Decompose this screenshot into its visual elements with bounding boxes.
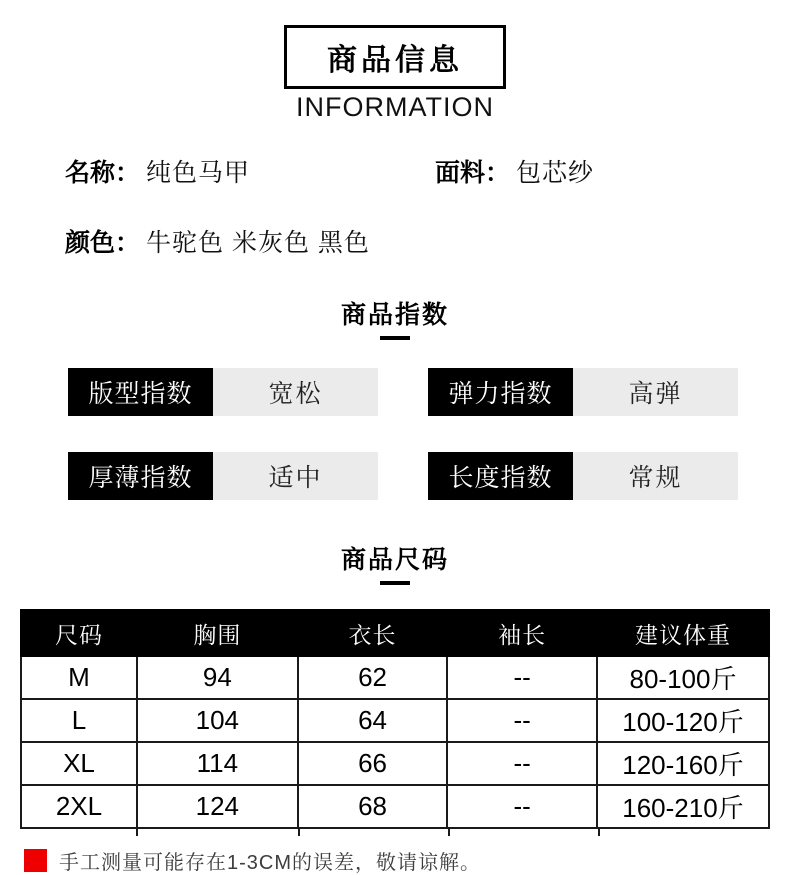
table-row [21,656,769,699]
cell-length: 68 [298,785,448,828]
cell-bust: 124 [137,785,298,828]
product-attributes [65,153,790,259]
cell-sleeve: -- [447,742,597,785]
cell-sleeve: -- [447,785,597,828]
page-header [0,25,790,123]
cell-bust: 114 [137,742,298,785]
attribute-value: 牛驼色 米灰色 黑色 [146,229,370,257]
table-tick-mark [298,829,300,836]
cell-size: 2XL [21,785,137,828]
measurement-note [24,846,790,875]
size-title-underline [380,581,410,585]
cell-weight: 100-120斤 [597,699,769,742]
index-label: 厚薄指数 [68,452,213,500]
attribute-label: 颜色： [65,229,141,257]
attribute-fabric [435,153,594,189]
cell-length: 66 [298,742,448,785]
size-section-title: 商品尺码 [340,546,449,574]
attribute-name [65,153,435,189]
cell-length: 64 [298,699,448,742]
index-value: 宽松 [213,368,378,416]
attribute-color [65,223,370,259]
attribute-value: 包芯纱 [516,159,595,187]
attribute-row [65,223,790,259]
note-text: 手工测量可能存在1-3CM的误差，敬请谅解。 [59,852,482,874]
cell-bust: 104 [137,699,298,742]
cell-weight: 160-210斤 [597,785,769,828]
index-label: 版型指数 [68,368,213,416]
size-table [20,609,770,829]
page-title: 商品信息 [284,25,506,89]
table-tick-mark [598,829,600,836]
page-subtitle: INFORMATION [296,92,494,122]
size-table-header-row [21,610,769,656]
attribute-label: 面料： [435,159,511,187]
cell-size: L [21,699,137,742]
table-row [21,742,769,785]
index-title-underline [380,336,410,340]
table-tick-mark [136,829,138,836]
column-header-size: 尺码 [21,610,137,656]
column-header-sleeve: 袖长 [447,610,597,656]
attribute-row [65,153,790,189]
cell-size: XL [21,742,137,785]
index-label: 长度指数 [428,452,573,500]
table-row [21,785,769,828]
table-tick-mark [448,829,450,836]
index-label: 弹力指数 [428,368,573,416]
size-table-wrapper [20,609,770,829]
cell-size: M [21,656,137,699]
column-header-length: 衣长 [298,610,448,656]
cell-sleeve: -- [447,656,597,699]
cell-sleeve: -- [447,699,597,742]
column-header-bust: 胸围 [137,610,298,656]
cell-weight: 80-100斤 [597,656,769,699]
cell-bust: 94 [137,656,298,699]
cell-length: 62 [298,656,448,699]
red-square-icon [24,849,47,872]
table-row [21,699,769,742]
cell-weight: 120-160斤 [597,742,769,785]
product-index-grid [68,368,738,500]
index-item-length [428,452,738,500]
index-item-fit [68,368,378,416]
index-value: 高弹 [573,368,738,416]
index-value: 常规 [573,452,738,500]
attribute-label: 名称： [65,159,141,187]
index-value: 适中 [213,452,378,500]
index-section-title: 商品指数 [340,301,449,329]
attribute-value: 纯色马甲 [146,159,251,187]
index-item-thickness [68,452,378,500]
column-header-weight: 建议体重 [597,610,769,656]
index-item-elasticity [428,368,738,416]
